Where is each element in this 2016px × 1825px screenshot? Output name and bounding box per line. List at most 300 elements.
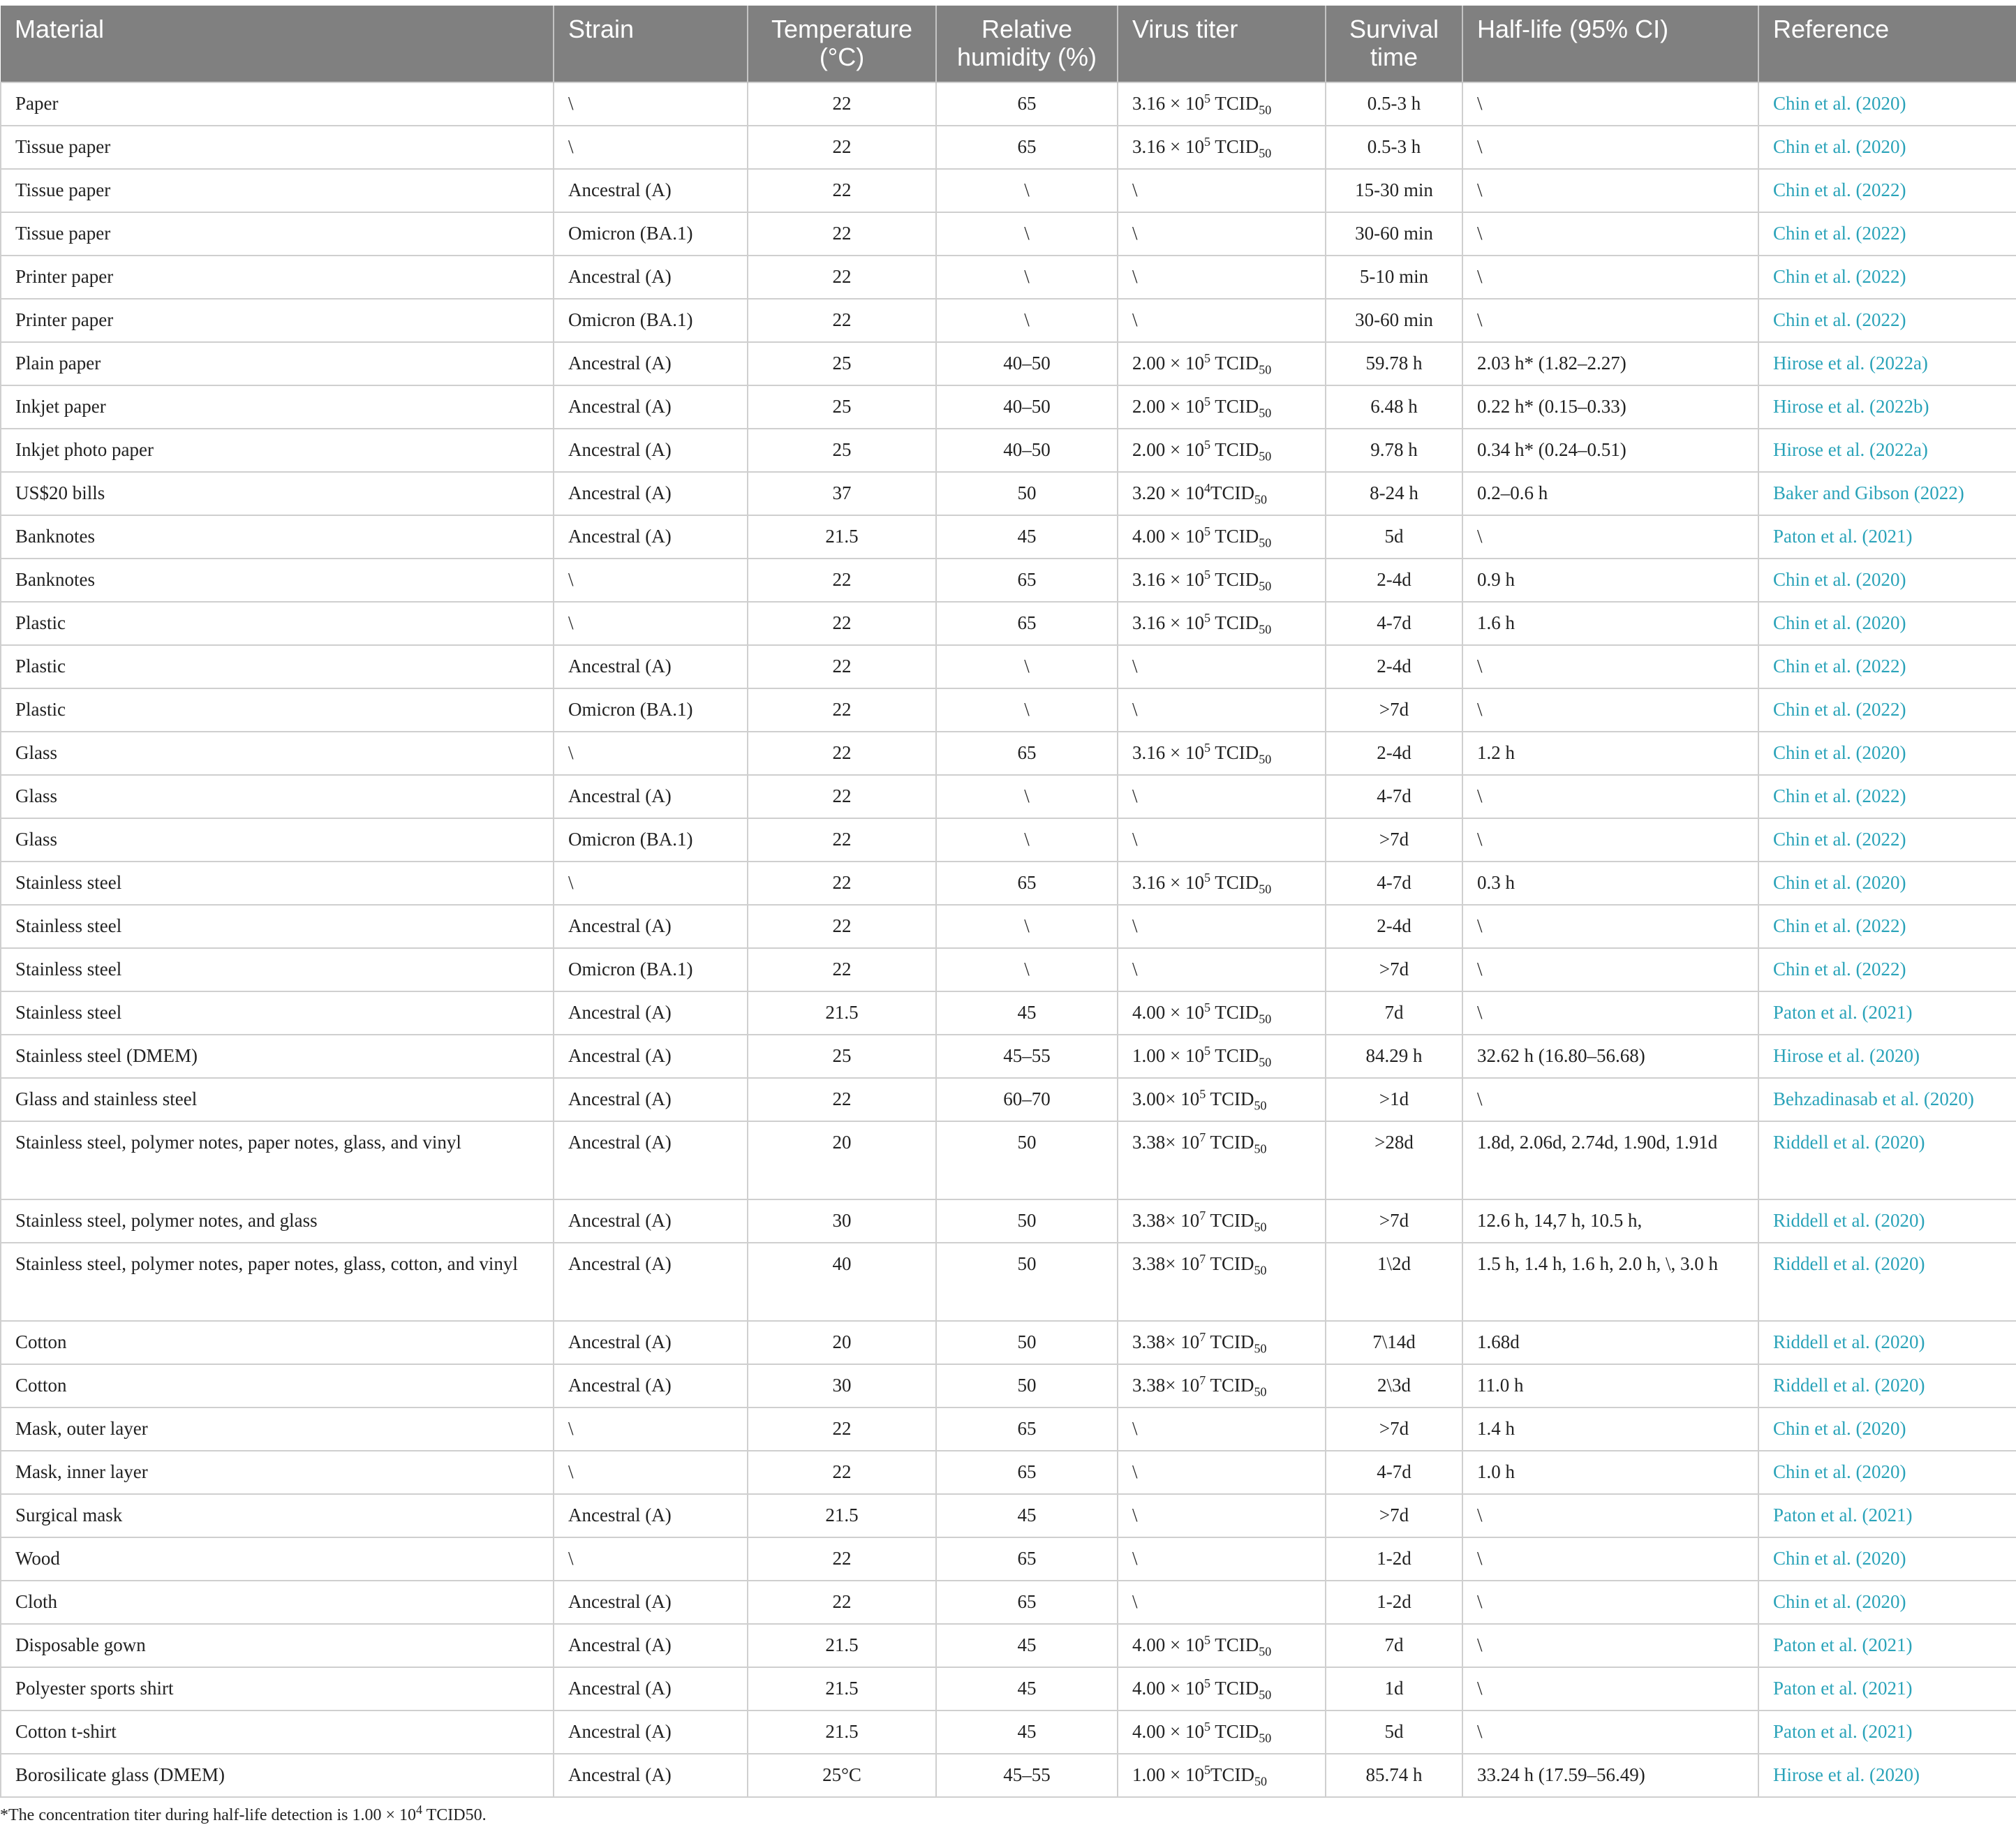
cell-virus-titer: [1118, 299, 1326, 342]
titer-unit: TCID: [1210, 872, 1259, 893]
reference-link[interactable]: Paton et al. (2021): [1758, 991, 2016, 1035]
cell-material: Glass: [1, 775, 554, 818]
table-row: [1, 991, 2016, 1035]
footnote-text-end: TCID50.: [422, 1806, 487, 1824]
titer-subscript: 50: [1254, 1384, 1267, 1399]
table-row: [1, 299, 2016, 342]
cell-survival-time: 5d: [1326, 515, 1462, 559]
reference-link[interactable]: Chin et al. (2020): [1758, 82, 2016, 126]
cell-temperature: 22: [748, 559, 936, 602]
cell-material: Banknotes: [1, 559, 554, 602]
cell-material: Stainless steel: [1, 905, 554, 948]
titer-base: \: [1132, 699, 1138, 720]
titer-unit: TCID: [1210, 1045, 1259, 1066]
cell-survival-time: 7d: [1326, 991, 1462, 1035]
titer-exponent: 7: [1199, 1130, 1206, 1144]
cell-strain: Omicron (BA.1): [554, 688, 748, 732]
titer-subscript: 50: [1259, 1731, 1272, 1745]
titer-subscript: 50: [1259, 535, 1272, 550]
titer-base: \: [1132, 959, 1138, 980]
cell-virus-titer: [1118, 1364, 1326, 1407]
table-row: [1, 1711, 2016, 1754]
titer-unit: TCID: [1210, 136, 1259, 157]
table-row: [1, 1364, 2016, 1407]
cell-strain: Ancestral (A): [554, 1711, 748, 1754]
titer-subscript: 50: [1259, 362, 1272, 377]
cell-strain: Ancestral (A): [554, 515, 748, 559]
header-reference: Reference: [1758, 6, 2016, 82]
reference-link[interactable]: Chin et al. (2020): [1758, 602, 2016, 645]
cell-survival-time: 84.29 h: [1326, 1035, 1462, 1078]
titer-base: 4.00 × 10: [1132, 1678, 1204, 1699]
titer-exponent: 5: [1203, 1044, 1210, 1058]
reference-link[interactable]: Chin et al. (2020): [1758, 732, 2016, 775]
cell-virus-titer: [1118, 645, 1326, 688]
cell-survival-time: 30-60 min: [1326, 299, 1462, 342]
titer-base: 2.00 × 10: [1132, 353, 1204, 374]
reference-link[interactable]: Chin et al. (2020): [1758, 862, 2016, 905]
header-row: [1, 6, 2016, 82]
cell-relative-humidity: 50: [936, 1321, 1118, 1364]
reference-link[interactable]: Chin et al. (2022): [1758, 256, 2016, 299]
cell-half-life: 1.0 h: [1462, 1451, 1758, 1494]
titer-base: \: [1132, 1418, 1138, 1439]
table-row: [1, 1121, 2016, 1199]
table-container: [0, 6, 2016, 1825]
cell-virus-titer: [1118, 126, 1326, 169]
cell-material: Mask, inner layer: [1, 1451, 554, 1494]
cell-relative-humidity: 40–50: [936, 429, 1118, 472]
cell-material: Printer paper: [1, 299, 554, 342]
cell-half-life: 2.03 h* (1.82–2.27): [1462, 342, 1758, 385]
header-virus-titer: Virus titer: [1118, 6, 1326, 82]
titer-base: 3.16 × 10: [1132, 612, 1204, 633]
cell-half-life: 1.2 h: [1462, 732, 1758, 775]
cell-survival-time: 59.78 h: [1326, 342, 1462, 385]
cell-temperature: 22: [748, 818, 936, 862]
table-row: [1, 212, 2016, 256]
table-row: [1, 342, 2016, 385]
table-row: [1, 82, 2016, 126]
header-half-life: Half-life (95% CI): [1462, 6, 1758, 82]
cell-survival-time: 0.5-3 h: [1326, 82, 1462, 126]
reference-link[interactable]: Hirose et al. (2022b): [1758, 385, 2016, 429]
table-row: [1, 818, 2016, 862]
titer-subscript: 50: [1254, 1263, 1267, 1278]
cell-virus-titer: [1118, 991, 1326, 1035]
cell-strain: \: [554, 732, 748, 775]
table-row: [1, 1581, 2016, 1624]
cell-temperature: 22: [748, 169, 936, 212]
cell-half-life: \: [1462, 1078, 1758, 1121]
cell-half-life: \: [1462, 1581, 1758, 1624]
titer-base: \: [1132, 1591, 1138, 1612]
reference-link[interactable]: Paton et al. (2021): [1758, 1667, 2016, 1711]
reference-link[interactable]: Chin et al. (2022): [1758, 688, 2016, 732]
cell-temperature: 22: [748, 82, 936, 126]
cell-strain: Ancestral (A): [554, 1199, 748, 1243]
cell-virus-titer: [1118, 82, 1326, 126]
cell-half-life: 33.24 h (17.59–56.49): [1462, 1754, 1758, 1797]
cell-half-life: 12.6 h, 14,7 h, 10.5 h,: [1462, 1199, 1758, 1243]
footnote-mark: *: [0, 1806, 8, 1824]
cell-survival-time: 5d: [1326, 1711, 1462, 1754]
titer-unit: TCID: [1206, 1088, 1254, 1109]
table-row: [1, 385, 2016, 429]
titer-subscript: 50: [1259, 146, 1272, 161]
cell-half-life: \: [1462, 299, 1758, 342]
table-row: [1, 1407, 2016, 1451]
titer-subscript: 50: [1254, 492, 1267, 507]
cell-relative-humidity: 40–50: [936, 342, 1118, 385]
reference-link[interactable]: Chin et al. (2022): [1758, 299, 2016, 342]
cell-relative-humidity: 45–55: [936, 1754, 1118, 1797]
cell-material: Disposable gown: [1, 1624, 554, 1667]
cell-material: Cloth: [1, 1581, 554, 1624]
cell-temperature: 37: [748, 472, 936, 515]
titer-base: 1.00 × 10: [1132, 1045, 1204, 1066]
titer-exponent: 7: [1199, 1252, 1206, 1266]
cell-half-life: \: [1462, 1494, 1758, 1537]
reference-link[interactable]: Hirose et al. (2022a): [1758, 342, 2016, 385]
reference-link[interactable]: Baker and Gibson (2022): [1758, 472, 2016, 515]
titer-unit: TCID: [1210, 353, 1259, 374]
cell-temperature: 22: [748, 1078, 936, 1121]
cell-relative-humidity: \: [936, 212, 1118, 256]
table-row: [1, 775, 2016, 818]
cell-virus-titer: [1118, 342, 1326, 385]
cell-survival-time: 2-4d: [1326, 905, 1462, 948]
titer-exponent: 5: [1203, 871, 1210, 885]
cell-temperature: 22: [748, 688, 936, 732]
cell-strain: \: [554, 602, 748, 645]
cell-half-life: \: [1462, 645, 1758, 688]
reference-link[interactable]: Chin et al. (2022): [1758, 818, 2016, 862]
cell-relative-humidity: \: [936, 905, 1118, 948]
cell-half-life: 1.6 h: [1462, 602, 1758, 645]
reference-link[interactable]: Riddell et al. (2020): [1758, 1121, 2016, 1199]
reference-link[interactable]: Paton et al. (2021): [1758, 515, 2016, 559]
titer-exponent: 7: [1199, 1330, 1206, 1344]
titer-unit: TCID: [1210, 93, 1259, 114]
cell-half-life: \: [1462, 818, 1758, 862]
cell-strain: Ancestral (A): [554, 256, 748, 299]
titer-subscript: 50: [1259, 1012, 1272, 1026]
cell-survival-time: 6.48 h: [1326, 385, 1462, 429]
cell-material: Paper: [1, 82, 554, 126]
cell-survival-time: 0.5-3 h: [1326, 126, 1462, 169]
cell-relative-humidity: 65: [936, 1581, 1118, 1624]
reference-link[interactable]: Hirose et al. (2020): [1758, 1754, 2016, 1797]
cell-virus-titer: [1118, 1199, 1326, 1243]
table-row: [1, 1624, 2016, 1667]
titer-base: 3.16 × 10: [1132, 93, 1204, 114]
cell-temperature: 30: [748, 1364, 936, 1407]
titer-base: \: [1132, 915, 1138, 936]
cell-survival-time: >7d: [1326, 1199, 1462, 1243]
cell-temperature: 21.5: [748, 991, 936, 1035]
titer-subscript: 50: [1259, 1687, 1272, 1702]
table-footnote: [0, 1798, 2016, 1825]
cell-survival-time: >28d: [1326, 1121, 1462, 1199]
cell-half-life: 0.2–0.6 h: [1462, 472, 1758, 515]
titer-base: \: [1132, 1548, 1138, 1569]
cell-strain: Ancestral (A): [554, 169, 748, 212]
titer-base: 3.38× 10: [1132, 1210, 1200, 1231]
cell-half-life: \: [1462, 1667, 1758, 1711]
reference-link[interactable]: Chin et al. (2022): [1758, 169, 2016, 212]
titer-unit: TCID: [1206, 1132, 1254, 1153]
reference-link[interactable]: Chin et al. (2020): [1758, 1537, 2016, 1581]
titer-base: 3.00× 10: [1132, 1088, 1200, 1109]
header-survival-time: Survival time: [1326, 6, 1462, 82]
cell-virus-titer: [1118, 1035, 1326, 1078]
table-row: [1, 905, 2016, 948]
titer-exponent: 5: [1203, 1633, 1210, 1647]
cell-relative-humidity: 65: [936, 1407, 1118, 1451]
cell-strain: Ancestral (A): [554, 385, 748, 429]
cell-half-life: \: [1462, 82, 1758, 126]
cell-strain: Ancestral (A): [554, 1581, 748, 1624]
cell-temperature: 25°C: [748, 1754, 936, 1797]
titer-exponent: 5: [1203, 1676, 1210, 1690]
titer-base: \: [1132, 1461, 1138, 1482]
reference-link[interactable]: Chin et al. (2020): [1758, 559, 2016, 602]
reference-link[interactable]: Behzadinasab et al. (2020): [1758, 1078, 2016, 1121]
reference-link[interactable]: Chin et al. (2022): [1758, 948, 2016, 991]
cell-survival-time: 2-4d: [1326, 559, 1462, 602]
cell-material: Tissue paper: [1, 212, 554, 256]
cell-survival-time: 1-2d: [1326, 1537, 1462, 1581]
cell-relative-humidity: \: [936, 645, 1118, 688]
cell-survival-time: 7\14d: [1326, 1321, 1462, 1364]
cell-survival-time: >1d: [1326, 1078, 1462, 1121]
cell-virus-titer: [1118, 1407, 1326, 1451]
cell-virus-titer: [1118, 515, 1326, 559]
cell-temperature: 22: [748, 905, 936, 948]
titer-base: 4.00 × 10: [1132, 1634, 1204, 1655]
cell-temperature: 21.5: [748, 1624, 936, 1667]
cell-survival-time: 15-30 min: [1326, 169, 1462, 212]
titer-unit: TCID: [1206, 1253, 1254, 1274]
cell-survival-time: 30-60 min: [1326, 212, 1462, 256]
cell-virus-titer: [1118, 948, 1326, 991]
cell-material: Glass: [1, 818, 554, 862]
cell-virus-titer: [1118, 1121, 1326, 1199]
table-row: [1, 602, 2016, 645]
virus-survival-table: [0, 6, 2016, 1798]
titer-unit: TCID: [1210, 742, 1259, 763]
cell-relative-humidity: \: [936, 256, 1118, 299]
reference-link[interactable]: Chin et al. (2022): [1758, 905, 2016, 948]
reference-link[interactable]: Chin et al. (2022): [1758, 212, 2016, 256]
cell-half-life: \: [1462, 905, 1758, 948]
cell-temperature: 22: [748, 212, 936, 256]
reference-link[interactable]: Chin et al. (2020): [1758, 1407, 2016, 1451]
cell-relative-humidity: 50: [936, 1121, 1118, 1199]
titer-subscript: 50: [1259, 449, 1272, 464]
cell-relative-humidity: \: [936, 688, 1118, 732]
reference-link[interactable]: Paton et al. (2021): [1758, 1624, 2016, 1667]
reference-link[interactable]: Riddell et al. (2020): [1758, 1199, 2016, 1243]
cell-material: Borosilicate glass (DMEM): [1, 1754, 554, 1797]
cell-strain: Omicron (BA.1): [554, 299, 748, 342]
cell-survival-time: >7d: [1326, 1407, 1462, 1451]
titer-exponent: 5: [1203, 438, 1210, 452]
cell-material: Cotton t-shirt: [1, 1711, 554, 1754]
table-row: [1, 1078, 2016, 1121]
cell-strain: Ancestral (A): [554, 1754, 748, 1797]
reference-link[interactable]: Riddell et al. (2020): [1758, 1243, 2016, 1321]
cell-half-life: \: [1462, 1624, 1758, 1667]
cell-strain: \: [554, 126, 748, 169]
titer-base: 3.38× 10: [1132, 1331, 1200, 1352]
cell-virus-titer: [1118, 169, 1326, 212]
cell-temperature: 22: [748, 256, 936, 299]
cell-strain: Ancestral (A): [554, 1667, 748, 1711]
cell-relative-humidity: 45: [936, 515, 1118, 559]
cell-material: Cotton: [1, 1321, 554, 1364]
cell-virus-titer: [1118, 559, 1326, 602]
cell-strain: \: [554, 1537, 748, 1581]
cell-half-life: \: [1462, 256, 1758, 299]
reference-link[interactable]: Hirose et al. (2022a): [1758, 429, 2016, 472]
titer-base: 4.00 × 10: [1132, 1721, 1204, 1742]
cell-strain: Ancestral (A): [554, 1321, 748, 1364]
cell-strain: Ancestral (A): [554, 991, 748, 1035]
cell-temperature: 22: [748, 1407, 936, 1451]
cell-relative-humidity: 65: [936, 732, 1118, 775]
reference-link[interactable]: Chin et al. (2022): [1758, 775, 2016, 818]
titer-unit: TCID: [1206, 1375, 1254, 1396]
cell-relative-humidity: 50: [936, 1243, 1118, 1321]
titer-base: \: [1132, 223, 1138, 244]
cell-material: Tissue paper: [1, 126, 554, 169]
cell-temperature: 21.5: [748, 1711, 936, 1754]
table-row: [1, 256, 2016, 299]
titer-base: 3.38× 10: [1132, 1375, 1200, 1396]
cell-half-life: \: [1462, 991, 1758, 1035]
cell-virus-titer: [1118, 818, 1326, 862]
table-row: [1, 1035, 2016, 1078]
cell-strain: Ancestral (A): [554, 645, 748, 688]
cell-half-life: \: [1462, 169, 1758, 212]
titer-base: 2.00 × 10: [1132, 396, 1204, 417]
table-body: [1, 82, 2016, 1797]
cell-virus-titer: [1118, 212, 1326, 256]
titer-exponent: 5: [1203, 135, 1210, 149]
cell-half-life: \: [1462, 515, 1758, 559]
cell-temperature: 21.5: [748, 1667, 936, 1711]
cell-virus-titer: [1118, 732, 1326, 775]
titer-subscript: 50: [1259, 103, 1272, 117]
cell-virus-titer: [1118, 602, 1326, 645]
cell-material: Mask, outer layer: [1, 1407, 554, 1451]
cell-relative-humidity: \: [936, 948, 1118, 991]
cell-material: Plastic: [1, 645, 554, 688]
titer-exponent: 5: [1203, 741, 1210, 755]
titer-base: 3.16 × 10: [1132, 742, 1204, 763]
titer-base: \: [1132, 179, 1138, 200]
cell-survival-time: 1-2d: [1326, 1581, 1462, 1624]
reference-link[interactable]: Chin et al. (2022): [1758, 645, 2016, 688]
cell-relative-humidity: \: [936, 169, 1118, 212]
header-temperature: Temperature (°C): [748, 6, 936, 82]
table-row: [1, 1667, 2016, 1711]
cell-survival-time: 4-7d: [1326, 602, 1462, 645]
cell-relative-humidity: 60–70: [936, 1078, 1118, 1121]
titer-subscript: 50: [1259, 752, 1272, 767]
titer-base: 3.16 × 10: [1132, 569, 1204, 590]
titer-subscript: 50: [1254, 1098, 1267, 1113]
cell-strain: \: [554, 1451, 748, 1494]
cell-relative-humidity: 45: [936, 1624, 1118, 1667]
titer-exponent: 5: [1199, 1087, 1206, 1101]
cell-relative-humidity: 45–55: [936, 1035, 1118, 1078]
cell-survival-time: >7d: [1326, 688, 1462, 732]
cell-survival-time: 2-4d: [1326, 645, 1462, 688]
cell-material: Inkjet photo paper: [1, 429, 554, 472]
reference-link[interactable]: Chin et al. (2020): [1758, 1581, 2016, 1624]
cell-strain: Omicron (BA.1): [554, 948, 748, 991]
titer-subscript: 50: [1254, 1341, 1267, 1356]
cell-survival-time: 4-7d: [1326, 775, 1462, 818]
header-strain: Strain: [554, 6, 748, 82]
reference-link[interactable]: Riddell et al. (2020): [1758, 1364, 2016, 1407]
cell-relative-humidity: 65: [936, 862, 1118, 905]
cell-strain: Ancestral (A): [554, 1243, 748, 1321]
cell-survival-time: 7d: [1326, 1624, 1462, 1667]
cell-strain: Ancestral (A): [554, 1624, 748, 1667]
reference-link[interactable]: Paton et al. (2021): [1758, 1494, 2016, 1537]
cell-strain: Ancestral (A): [554, 905, 748, 948]
cell-half-life: 32.62 h (16.80–56.68): [1462, 1035, 1758, 1078]
cell-virus-titer: [1118, 688, 1326, 732]
cell-strain: Ancestral (A): [554, 342, 748, 385]
cell-half-life: \: [1462, 1711, 1758, 1754]
cell-material: US$20 bills: [1, 472, 554, 515]
cell-material: Tissue paper: [1, 169, 554, 212]
reference-link[interactable]: Hirose et al. (2020): [1758, 1035, 2016, 1078]
cell-temperature: 40: [748, 1243, 936, 1321]
table-row: [1, 126, 2016, 169]
cell-material: Surgical mask: [1, 1494, 554, 1537]
cell-survival-time: 4-7d: [1326, 1451, 1462, 1494]
titer-base: 3.16 × 10: [1132, 136, 1204, 157]
titer-base: 2.00 × 10: [1132, 439, 1204, 460]
titer-exponent: 5: [1203, 1000, 1210, 1014]
titer-base: 4.00 × 10: [1132, 526, 1204, 547]
cell-strain: \: [554, 82, 748, 126]
cell-temperature: 20: [748, 1121, 936, 1199]
reference-link[interactable]: Chin et al. (2020): [1758, 126, 2016, 169]
footnote-exponent: 4: [416, 1803, 423, 1817]
cell-survival-time: >7d: [1326, 948, 1462, 991]
reference-link[interactable]: Paton et al. (2021): [1758, 1711, 2016, 1754]
titer-unit: TCID: [1210, 1678, 1259, 1699]
table-row: [1, 688, 2016, 732]
cell-virus-titer: [1118, 1078, 1326, 1121]
cell-material: Plastic: [1, 688, 554, 732]
cell-virus-titer: [1118, 1711, 1326, 1754]
reference-link[interactable]: Chin et al. (2020): [1758, 1451, 2016, 1494]
cell-material: Stainless steel (DMEM): [1, 1035, 554, 1078]
titer-exponent: 7: [1199, 1209, 1206, 1222]
reference-link[interactable]: Riddell et al. (2020): [1758, 1321, 2016, 1364]
cell-survival-time: 9.78 h: [1326, 429, 1462, 472]
header-relative-humidity: Relative humidity (%): [936, 6, 1118, 82]
titer-subscript: 50: [1254, 1774, 1267, 1789]
